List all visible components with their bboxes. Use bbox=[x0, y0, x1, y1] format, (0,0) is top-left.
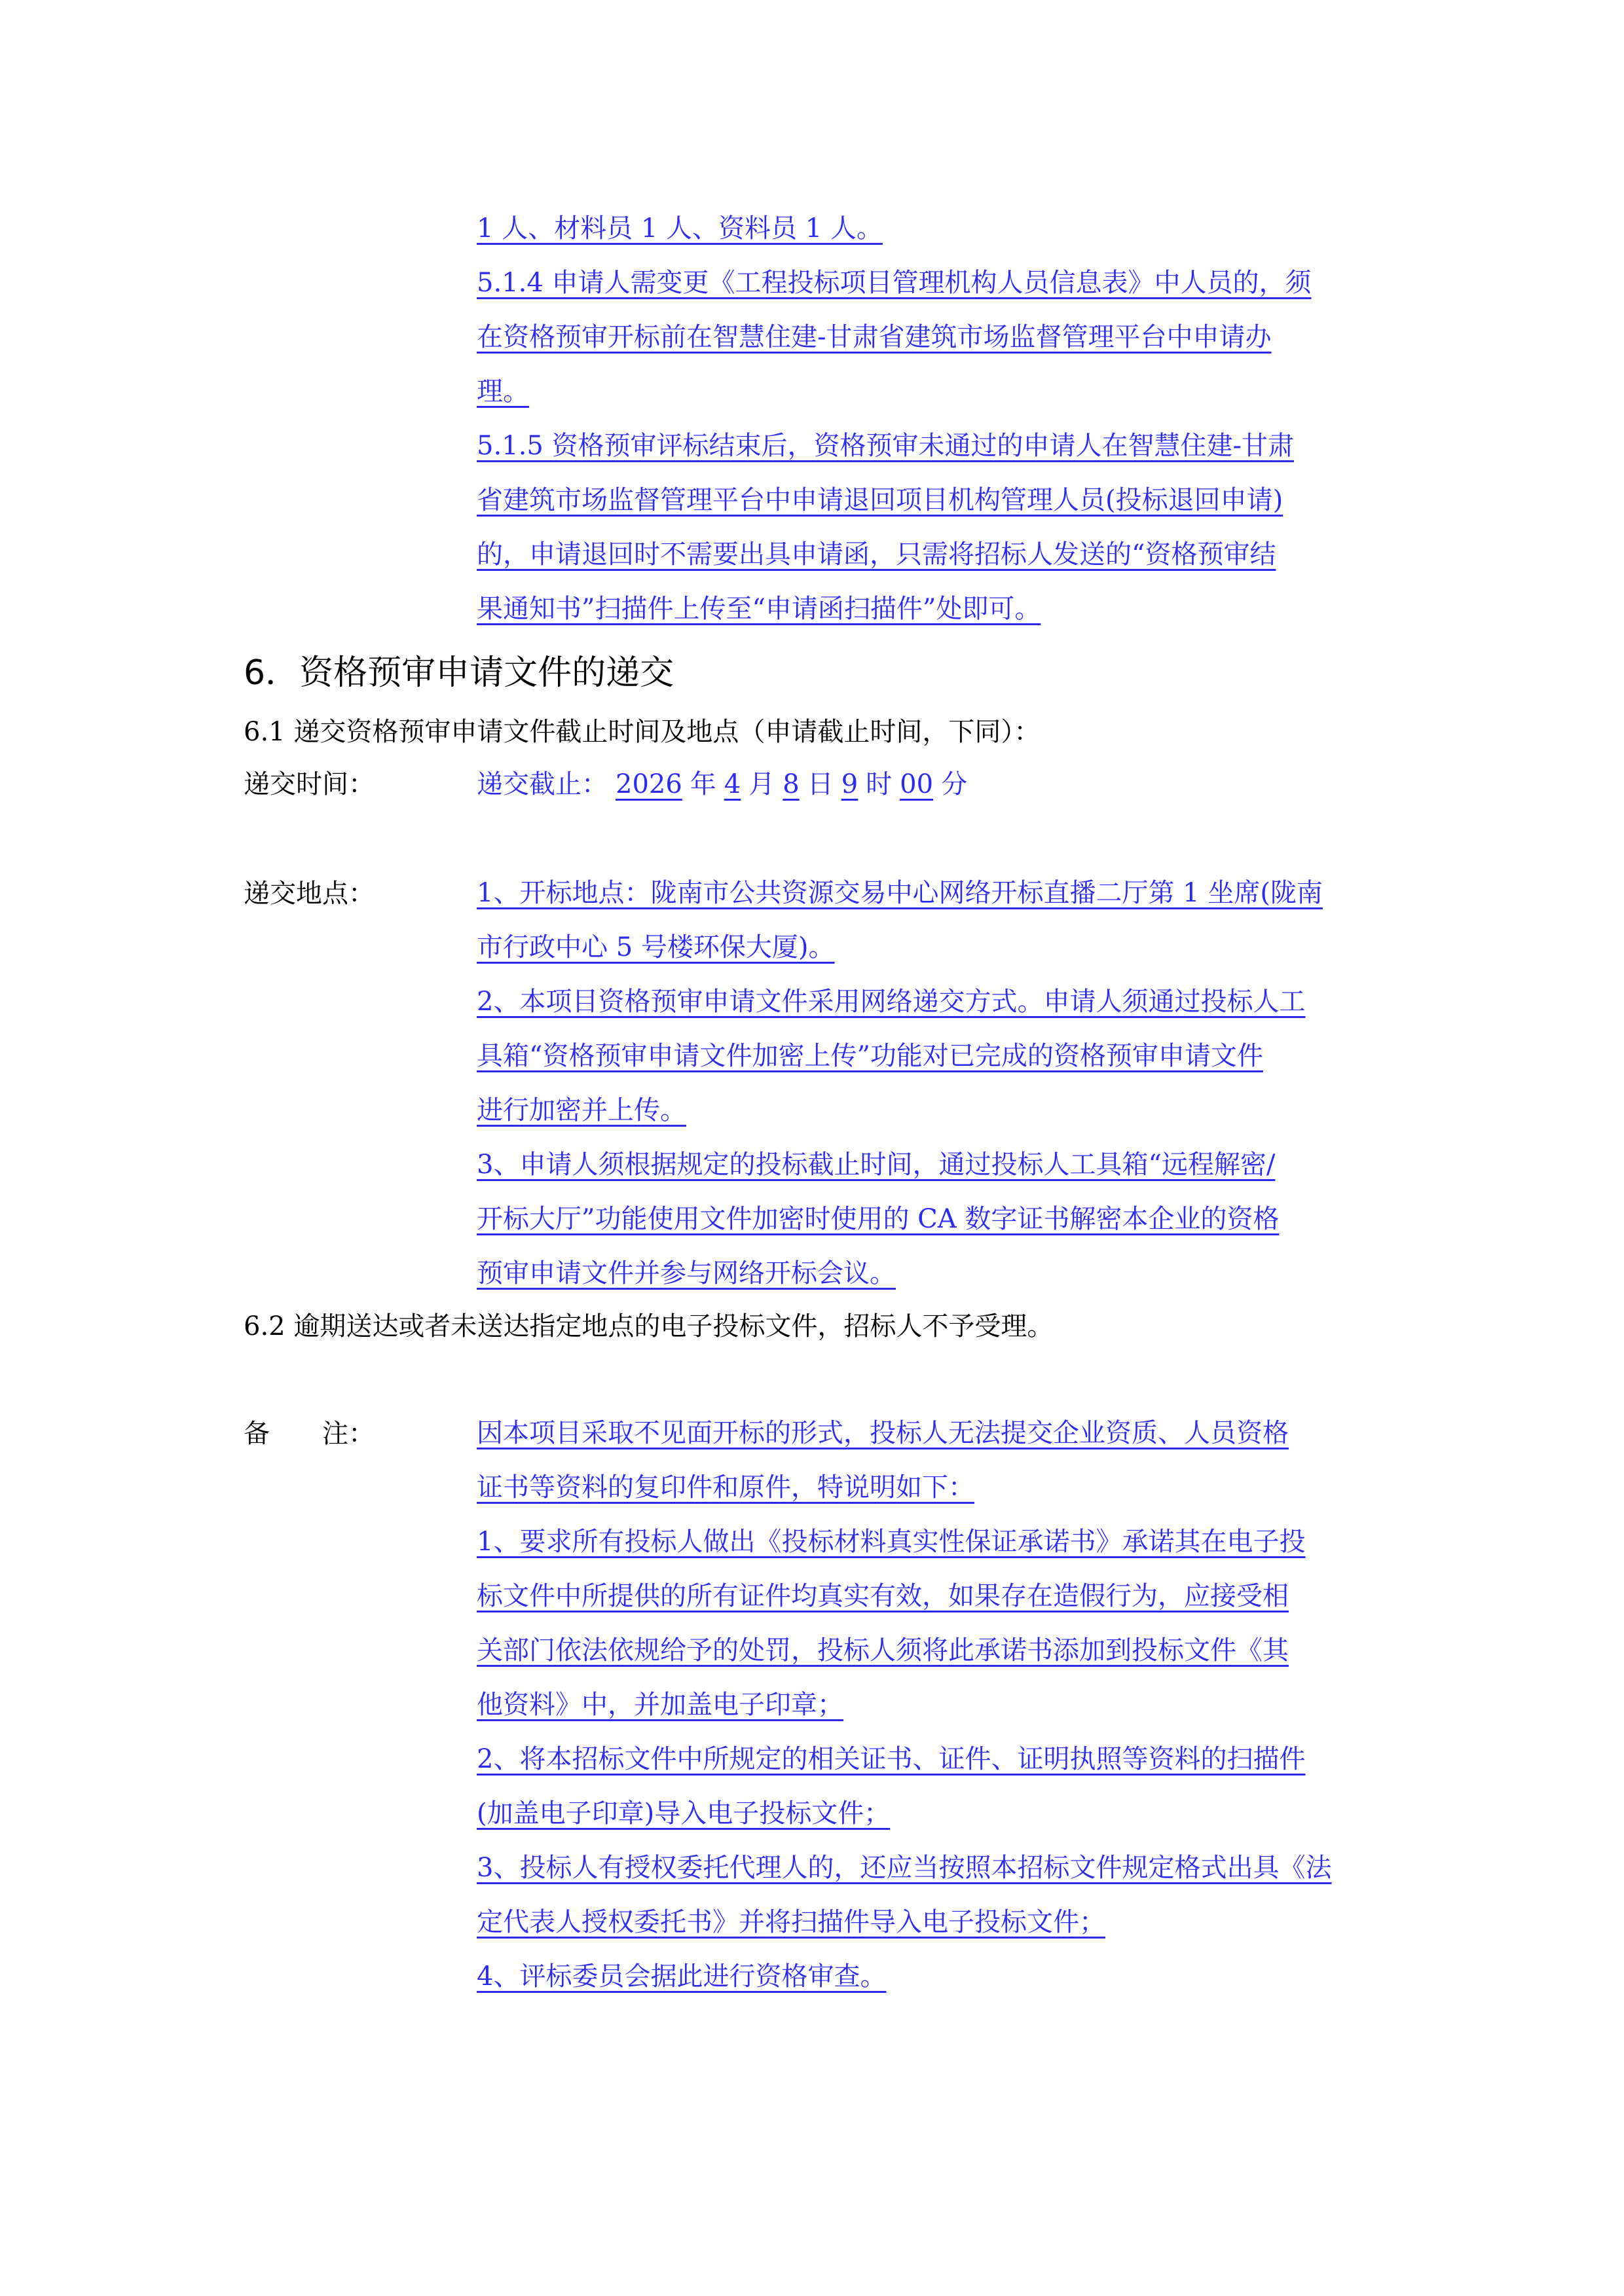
place-text-block bbox=[477, 866, 1387, 1301]
deadline-day-unit: 日 bbox=[807, 769, 834, 799]
remark-line: 3、投标人有授权委托代理人的，还应当按照本招标文件规定格式出具《法 bbox=[477, 1853, 1332, 1883]
section5-line: 理。 bbox=[477, 376, 529, 407]
deadline-hour: 9 bbox=[841, 769, 858, 799]
submission-deadline bbox=[477, 765, 967, 804]
section5-line: 的，申请退回时不需要出具申请函，只需将招标人发送的“资格预审结 bbox=[477, 539, 1276, 570]
deadline-month-unit: 月 bbox=[748, 769, 775, 799]
section5-text-block bbox=[477, 202, 1387, 636]
remark-line: 定代表人授权委托书》并将扫描件导入电子投标文件； bbox=[477, 1907, 1105, 1937]
remark-line: 他资料》中，并加盖电子印章； bbox=[477, 1690, 843, 1720]
deadline-month: 4 bbox=[724, 769, 741, 799]
place-line: 进行加密并上传。 bbox=[477, 1095, 686, 1125]
section5-line: 果通知书”扫描件上传至“申请函扫描件”处即可。 bbox=[477, 594, 1041, 624]
deadline-year: 2026 bbox=[616, 769, 682, 799]
remark-line: 关部门依法依规给予的处罚，投标人须将此承诺书添加到投标文件《其 bbox=[477, 1635, 1289, 1666]
deadline-day: 8 bbox=[783, 769, 800, 799]
place-label: 递交地点： bbox=[244, 879, 375, 909]
remark-line: (加盖电子印章)导入电子投标文件； bbox=[477, 1798, 891, 1829]
section5-line: 省建筑市场监督管理平台中申请退回项目机构管理人员(投标退回申请) bbox=[477, 485, 1283, 515]
remark-line: 因本项目采取不见面开标的形式，投标人无法提交企业资质、人员资格 bbox=[477, 1418, 1289, 1448]
section5-line: 在资格预审开标前在智慧住建-甘肃省建筑市场监督管理平台中申请办 bbox=[477, 322, 1272, 352]
remark-line: 2、将本招标文件中所规定的相关证书、证件、证明执照等资料的扫描件 bbox=[477, 1744, 1306, 1774]
place-line: 1、开标地点：陇南市公共资源交易中心网络开标直播二厅第 1 坐席(陇南 bbox=[477, 878, 1323, 908]
section5-line: 5.1.5 资格预审评标结束后，资格预审未通过的申请人在智慧住建-甘肃 bbox=[477, 431, 1295, 461]
place-line: 2、本项目资格预审申请文件采用网络递交方式。申请人须通过投标人工 bbox=[477, 987, 1306, 1017]
place-line: 开标大厅”功能使用文件加密时使用的 CA 数字证书解密本企业的资格 bbox=[477, 1204, 1280, 1234]
remark-label: 备 注： bbox=[244, 1419, 375, 1449]
deadline-minute-unit: 分 bbox=[941, 769, 968, 799]
place-line: 3、申请人须根据规定的投标截止时间，通过投标人工具箱“远程解密/ bbox=[477, 1150, 1276, 1180]
remark-text-block bbox=[477, 1406, 1387, 2004]
remark-line: 4、评标委员会据此进行资格审查。 bbox=[477, 1961, 887, 1992]
section5-line: 1 人、材料员 1 人、资料员 1 人。 bbox=[477, 213, 883, 244]
deadline-year-unit: 年 bbox=[690, 769, 716, 799]
section6-heading: 6．资格预审申请文件的递交 bbox=[244, 653, 674, 693]
item-6-1: 6.1 递交资格预审申请文件截止时间及地点（申请截止时间，下同）： bbox=[244, 717, 1041, 747]
item-6-2: 6.2 逾期送达或者未送达指定地点的电子投标文件，招标人不予受理。 bbox=[244, 1311, 1054, 1341]
time-label: 递交时间： bbox=[244, 769, 375, 799]
deadline-prefix: 递交截止： bbox=[477, 769, 608, 799]
place-line: 市行政中心 5 号楼环保大厦)。 bbox=[477, 932, 835, 962]
place-line: 预审申请文件并参与网络开标会议。 bbox=[477, 1258, 896, 1288]
section5-line: 5.1.4 申请人需变更《工程投标项目管理机构人员信息表》中人员的，须 bbox=[477, 268, 1312, 298]
deadline-minute: 00 bbox=[900, 769, 934, 799]
remark-line: 标文件中所提供的所有证件均真实有效，如果存在造假行为，应接受相 bbox=[477, 1581, 1289, 1611]
place-line: 具箱“资格预审申请文件加密上传”功能对已完成的资格预审申请文件 bbox=[477, 1041, 1263, 1071]
remark-line: 1、要求所有投标人做出《投标材料真实性保证承诺书》承诺其在电子投 bbox=[477, 1527, 1306, 1557]
deadline-hour-unit: 时 bbox=[866, 769, 893, 799]
remark-line: 证书等资料的复印件和原件，特说明如下： bbox=[477, 1472, 974, 1503]
